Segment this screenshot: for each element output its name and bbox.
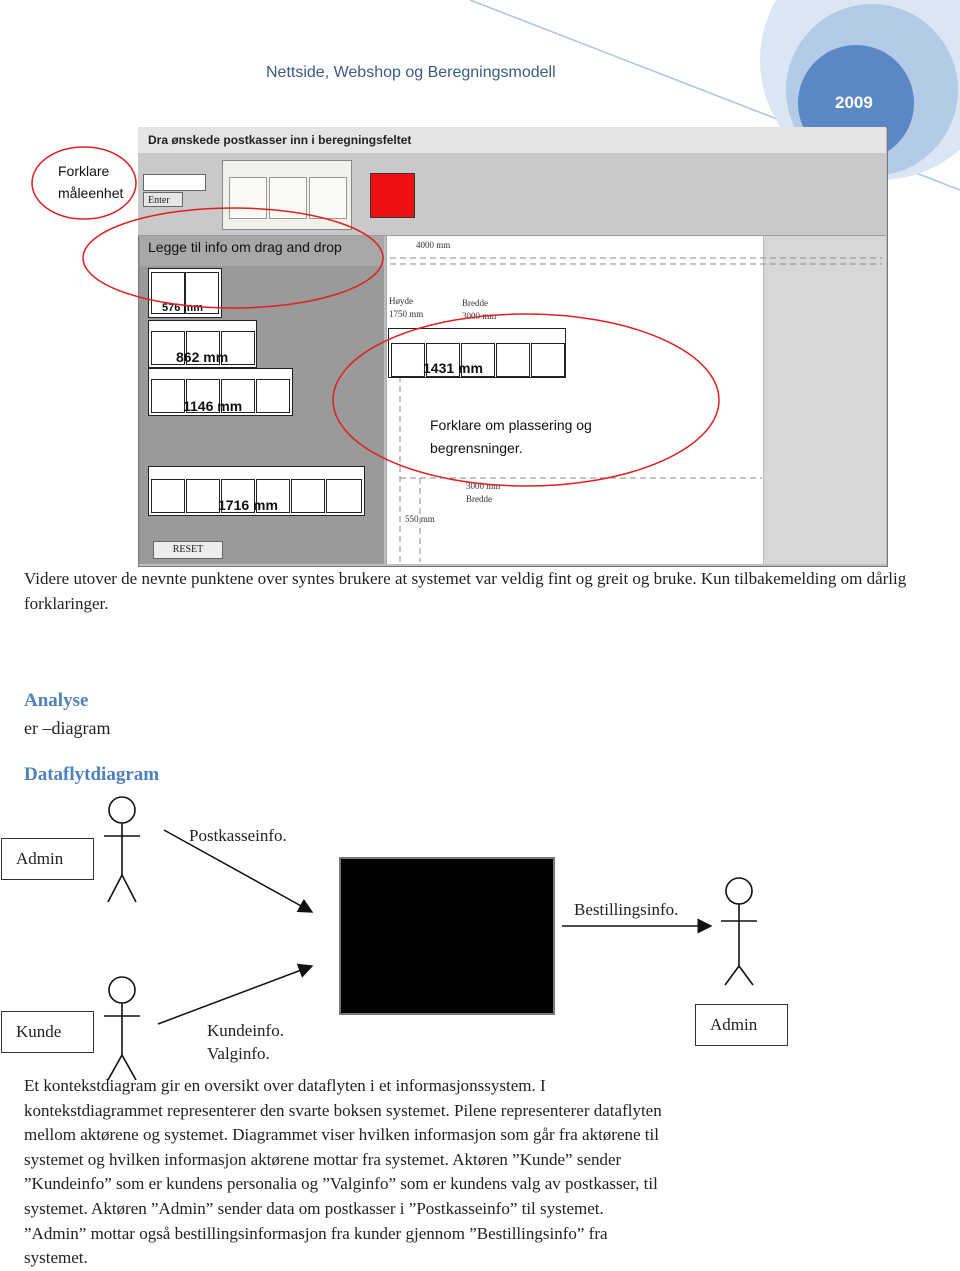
- actor-admin-box: Admin: [1, 838, 94, 880]
- actor-admin-box-right: Admin: [695, 1004, 788, 1046]
- paragraph-context-diagram: [24, 1074, 944, 1271]
- text-line: systemet.: [24, 1248, 88, 1268]
- actor-kunde-box: Kunde: [1, 1011, 94, 1053]
- canvas-width-label: 4000 mm: [416, 240, 451, 250]
- flow-postkasseinfo: Postkasseinfo.: [189, 826, 287, 845]
- paragraph-feedback: Videre utover de nevnte punktene over syntes brukere at systemet var veldig fint og greit og bruke. Kun tilbakemelding om dårlig forklaringer.: [24, 569, 907, 613]
- context-diagram: [0, 780, 960, 1080]
- annotation-circles: [0, 0, 960, 600]
- header-year: 2009: [835, 93, 873, 112]
- stick-figure-admin: [104, 797, 140, 902]
- text-line: ”Admin” mottar også bestillingsinformasjon fra kunder gjennom ”Bestillingsinfo” fra: [24, 1223, 608, 1243]
- text-line: ”Kundeinfo” som er kundens personalia og ”Valginfo” som er kundens valg av postkasser, til: [24, 1174, 658, 1194]
- size-label: 1716 mm: [218, 497, 278, 513]
- bottom-height-label: 550 mm: [405, 514, 435, 524]
- flow-valginfo: Valginfo.: [207, 1044, 270, 1063]
- toolbar-label: Dra ønskede postkasser inn i beregningsfeltet: [148, 133, 412, 147]
- heading-er-diagram: er –diagram: [24, 718, 111, 738]
- size-label: 1431 mm: [423, 360, 483, 376]
- text-line: Et kontekstdiagram gir en oversikt over dataflyten i et informasjonssystem. I: [24, 1076, 546, 1095]
- flow-kundeinfo: Kundeinfo.: [207, 1021, 284, 1040]
- bottom-width-label: 3000 mm Bredde: [466, 481, 501, 504]
- height-label: Høyde 1750 mm: [389, 296, 424, 319]
- stick-figure-admin-right: [721, 878, 757, 985]
- note-drag-drop: Legge til info om drag and drop: [148, 239, 342, 255]
- enter-button[interactable]: Enter: [143, 192, 183, 207]
- width-label: Bredde 3000 mm: [462, 298, 497, 321]
- note-placement: Forklare om plassering og begrensninger.: [430, 417, 592, 456]
- page-header-title: Nettside, Webshop og Beregningsmodell: [266, 64, 556, 81]
- note-unit: Forklare måleenhet: [58, 163, 124, 201]
- system-black-box: [340, 858, 554, 1014]
- text-line: kontekstdiagrammet representerer den svarte boksen systemet. Pilene representerer dataflyten: [24, 1100, 662, 1120]
- size-label: 576 mm: [162, 302, 203, 314]
- reset-button[interactable]: RESET: [153, 541, 223, 559]
- size-label: 1146 mm: [183, 398, 243, 414]
- text-line: mellom aktørene og systemet. Diagrammet viser hvilken informasjon som går fra aktørene til: [24, 1125, 659, 1145]
- heading-dataflyt: Dataflytdiagram: [24, 764, 160, 785]
- text-line: systemet og hvilken informasjon aktørene mottar fra systemet. Aktøren ”Kunde” sender: [24, 1149, 622, 1169]
- text-line: systemet. Aktøren ”Admin” sender data om postkasser i ”Postkasseinfo” til systemet.: [24, 1198, 604, 1218]
- arrow-kundeinfo: [158, 966, 312, 1024]
- heading-analyse: Analyse: [24, 690, 89, 711]
- stick-figure-kunde: [104, 977, 140, 1080]
- flow-bestillingsinfo: Bestillingsinfo.: [574, 900, 679, 919]
- size-label: 862 mm: [176, 349, 229, 365]
